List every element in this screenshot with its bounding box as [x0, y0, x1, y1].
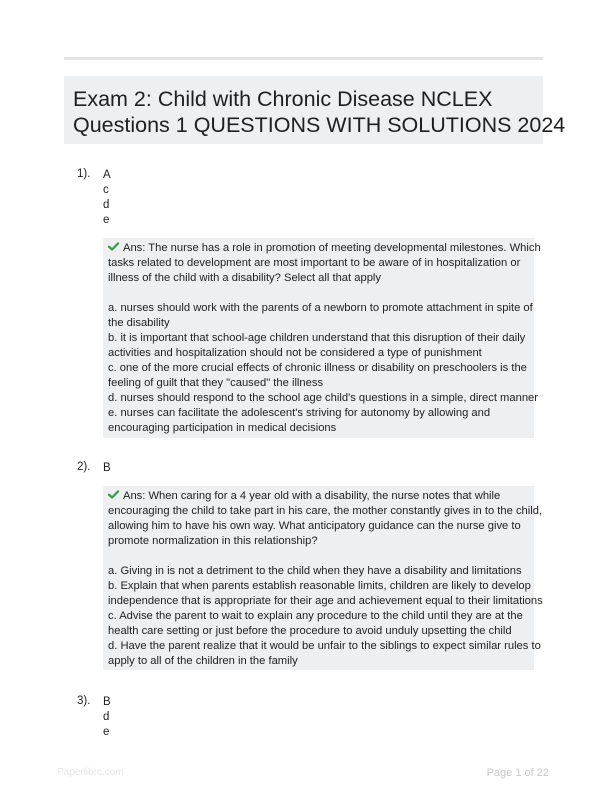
- option-item: A: [103, 169, 111, 181]
- answer-line: encouraging participation in medical decisions: [108, 422, 337, 434]
- answer-line: health care setting or just before the procedure to avoid unduly upsetting the child: [108, 625, 512, 637]
- checkmark-icon: [108, 242, 119, 251]
- answer-line: b. it is important that school-age children understand that this disruption of their daily: [108, 332, 526, 344]
- page-title-line-2: Questions 1 QUESTIONS WITH SOLUTIONS 2024: [73, 113, 566, 137]
- answer-box: [103, 238, 541, 438]
- checkmark-icon: [108, 490, 119, 499]
- answer-line: b. Explain that when parents establish reasonable limits, children are likely to develop: [108, 580, 531, 592]
- question-options: [103, 168, 111, 228]
- answer-text: [108, 241, 541, 436]
- answer-line: promote normalization in this relationship?: [108, 535, 318, 547]
- answer-line: apply to all of the children in the family: [108, 655, 298, 667]
- question-options: [103, 461, 111, 476]
- question-options: [103, 695, 111, 740]
- page-title-line-1: Exam 2: Child with Chronic Disease NCLEX: [73, 87, 493, 111]
- question-number: 3).: [77, 695, 91, 707]
- option-item: d: [103, 711, 110, 723]
- answer-spacer: [108, 286, 532, 301]
- question-number: 1).: [77, 168, 91, 180]
- answer-line: d. Have the parent realize that it would be unfair to the siblings to expect similar rules to: [108, 640, 541, 652]
- answer-line-1: Ans: When caring for a 4 year old with a disability, the nurse notes that while: [108, 489, 532, 504]
- option-item: c: [103, 184, 109, 196]
- answer-line: allowing him to have his own way. What anticipatory guidance can the nurse give to: [108, 520, 521, 532]
- answer-line: a. nurses should work with the parents of a newborn to promote attachment in spite of: [108, 302, 533, 314]
- answer-line: d. nurses should respond to the school age child's questions in a simple, direct manner: [108, 392, 538, 404]
- option-item: B: [103, 696, 111, 708]
- answer-line: independence that is appropriate for their age and achievement equal to their limitations: [108, 595, 543, 607]
- answer-line-1: Ans: The nurse has a role in promotion of meeting developmental milestones. Which: [108, 241, 532, 256]
- answer-line: illness of the child with a disability? Select all that apply: [108, 272, 381, 284]
- answer-line: c. one of the more crucial effects of chronic illness or disability on preschoolers is the: [108, 362, 527, 374]
- answer-line: c. Advise the parent to wait to explain any procedure to the child until they are at the: [108, 610, 523, 622]
- option-item: e: [103, 726, 110, 738]
- answer-line: e. nurses can facilitate the adolescent's striving for autonomy by allowing and: [108, 407, 491, 419]
- answer-line: feeling of guilt that they "caused" the illness: [108, 377, 324, 389]
- page-indicator: Page 1 of 22: [486, 767, 549, 779]
- option-item: d: [103, 199, 110, 211]
- answer-box: [103, 486, 543, 670]
- answer-line: encouraging the child to take part in his care, the mother constantly gives in to the child,: [108, 505, 543, 517]
- option-item: B: [103, 462, 111, 474]
- answer-spacer: [108, 549, 532, 564]
- title-box: [64, 76, 566, 144]
- top-divider: [64, 57, 543, 60]
- answer-line: tasks related to development are most important to be aware of in hospitalization or: [108, 257, 521, 269]
- option-item: e: [103, 214, 110, 226]
- answer-line: the disability: [108, 317, 170, 329]
- answer-line: activities and hospitalization should not be considered a type of punishment: [108, 347, 482, 359]
- question-number: 2).: [77, 461, 91, 473]
- answer-line: a. Giving in is not a detriment to the child when they have a disability and limitations: [108, 565, 522, 577]
- footer-watermark: Paperlibrc.com: [57, 767, 124, 778]
- answer-text: [108, 489, 543, 669]
